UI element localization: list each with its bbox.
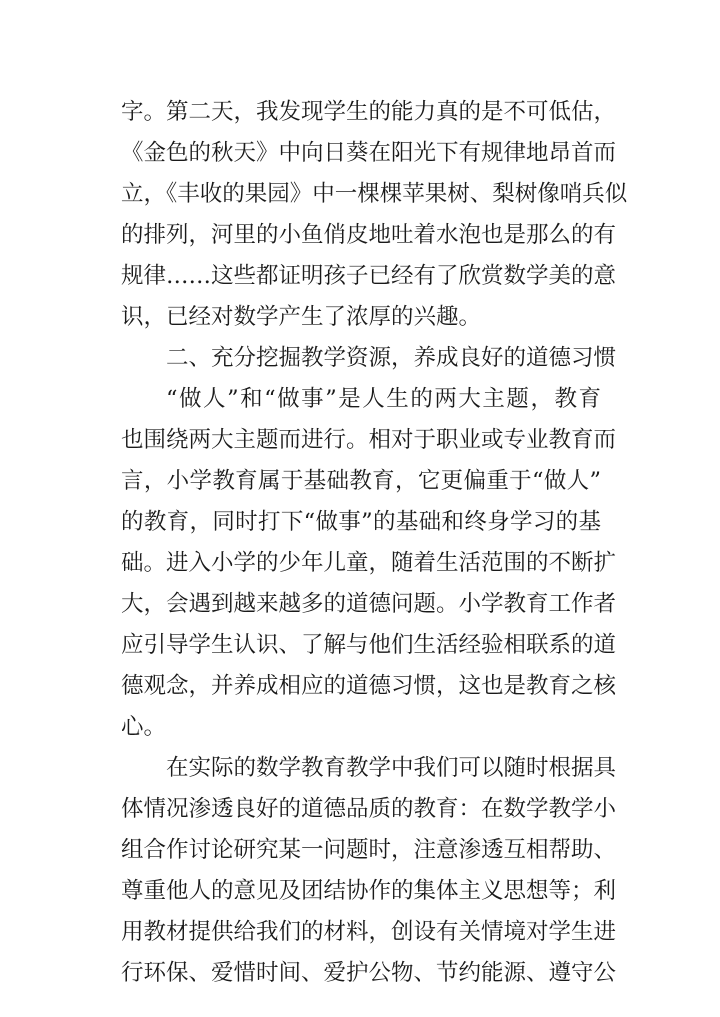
paragraph-line: 尊重他人的意见及团结协作的集体主义思想等；利 [121, 878, 617, 904]
paragraph-line: 《金色的秋天》中向日葵在阳光下有规律地昂首而 [121, 140, 617, 166]
paragraph-line: 心。 [121, 714, 167, 740]
paragraph-line: 组合作讨论研究某一问题时，注意渗透互相帮助、 [121, 837, 617, 863]
paragraph-line: 的教育，同时打下“做事”的基础和终身学习的基 [121, 509, 601, 535]
paragraph-line: 德观念，并养成相应的道德习惯，这也是教育之核 [121, 673, 617, 699]
paragraph-line: 在实际的数学教育教学中我们可以随时根据具 [166, 755, 617, 781]
paragraph-line: 识，已经对数学产生了浓厚的兴趣。 [121, 304, 482, 330]
paragraph-line: 行环保、爱惜时间、爱护公物、节约能源、遵守公 [121, 960, 617, 986]
paragraph-line: 也围绕两大主题而进行。相对于职业或专业教育而 [121, 427, 617, 453]
paragraph-line: 大，会遇到越来越多的道德问题。小学教育工作者 [121, 591, 617, 617]
paragraph-line: 立，《丰收的果园》中一棵棵苹果树、梨树像哨兵似 [121, 181, 628, 207]
paragraph-line: 字。第二天，我发现学生的能力真的是不可低估， [121, 99, 617, 125]
paragraph-line: 应引导学生认识、了解与他们生活经验相联系的道 [121, 632, 617, 658]
paragraph-line: 规律……这些都证明孩子已经有了欣赏数学美的意 [121, 263, 617, 289]
paragraph-line: “做人”和“做事”是人生的两大主题，教育 [166, 386, 601, 412]
section-heading: 二、充分挖掘教学资源，养成良好的道德习惯 [166, 345, 617, 371]
paragraph-line: 用教材提供给我们的材料，创设有关情境对学生进 [121, 919, 617, 945]
paragraph-line: 的排列，河里的小鱼俏皮地吐着水泡也是那么的有 [121, 222, 617, 248]
paragraph-line: 体情况渗透良好的道德品质的教育：在数学教学小 [121, 796, 617, 822]
paragraph-line: 言，小学教育属于基础教育，它更偏重于“做人” [121, 468, 601, 494]
paragraph-line: 础。进入小学的少年儿童，随着生活范围的不断扩 [121, 550, 617, 576]
